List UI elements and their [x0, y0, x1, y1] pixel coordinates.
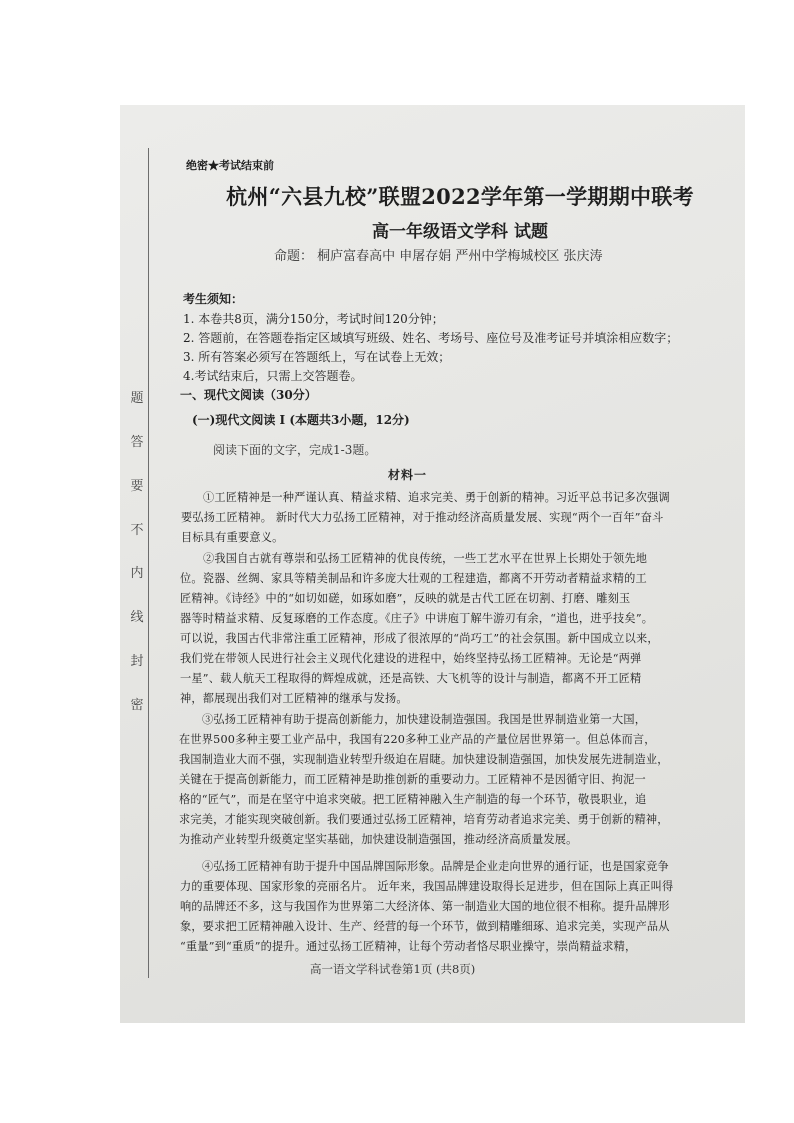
margin-char: 不	[130, 522, 144, 538]
section-heading: 一、现代文阅读（30分）	[180, 388, 317, 402]
margin-char: 封	[130, 654, 144, 670]
notice-heading: 考生须知：	[183, 292, 244, 306]
exam-subtitle: 高一年级语文学科 试题	[372, 222, 548, 242]
passage-line: ①工匠精神是一种严谨认真、精益求精、追求完美、勇于创新的精神。习近平总书记多次强调	[203, 491, 670, 504]
passage-line: 格的“匠气”，而是在坚守中追求突破。把工匠精神融入生产制造的每一个环节，敬畏职业，追	[179, 793, 647, 806]
passage-line: 我们党在带领人民进行社会主义现代化建设的进程中，始终坚持弘扬工匠精神。无论是“两弹	[180, 652, 642, 665]
passage-line: 要弘扬工匠精神。 新时代大力弘扬工匠精神，对于推动经济高质量发展、实现“两个一百年”奋斗	[181, 511, 664, 524]
passage-line: 可以说，我国古代非常注重工匠精神，形成了很浓厚的“尚巧工”的社会氛围。新中国成立以来，	[180, 632, 659, 645]
passage-line: ②我国自古就有尊崇和弘扬工匠精神的优良传统，一些工艺水平在世界上长期处于领先地	[203, 552, 648, 565]
passage-line: 器等时精益求精、反复琢磨的工作态度。《庄子》中讲庖丁解牛游刃有余，“道也，进乎技矣”。	[180, 612, 654, 625]
passage-line: “重量”到“重质”的提升。通过弘扬工匠精神，让每个劳动者恪尽职业操守，崇尚精益求精，	[180, 940, 637, 953]
notice-item: 3. 所有答案必须写在答题纸上，写在试卷上无效；	[183, 350, 451, 364]
notice-item: 2. 答题前，在答题卷指定区域填写班级、姓名、考场号、座位号及准考证号并填涂相应数字；	[183, 331, 679, 345]
margin-char: 答	[130, 434, 144, 450]
passage-line: 一星”、载人航天工程取得的辉煌成就，还是高铁、大飞机等的设计与制造，都离不开工匠精	[180, 672, 642, 685]
page-footer: 高一语文学科试卷第1页 (共8页)	[310, 962, 476, 976]
margin-char: 线	[130, 610, 144, 626]
passage-line: 我国制造业大而不强，实现制造业转型升级迫在眉睫。加快建设制造强国，加快发展先进制造业，	[179, 753, 669, 766]
material-title: 材料一	[388, 468, 428, 482]
exam-authors: 命题： 桐庐富春高中 申屠存娟 严州中学梅城校区 张庆涛	[274, 249, 603, 264]
notice-item: 4.考试结束后，只需上交答题卷。	[183, 369, 363, 383]
passage-line: 神，都展现出我们对工匠精神的继承与发扬。	[180, 692, 408, 705]
notice-item: 1. 本卷共8页，满分150分，考试时间120分钟；	[183, 312, 444, 326]
passage-line: 为推动产业转型升级奠定坚实基础，加快建设制造强国，推动经济高质量发展。	[179, 833, 578, 846]
passage-line: ④弘扬工匠精神有助于提升中国品牌国际形象。品牌是企业走向世界的通行证，也是国家竞争	[202, 860, 669, 873]
margin-char: 要	[130, 478, 144, 494]
passage-line: ③弘扬工匠精神有助于提高创新能力，加快建设制造强国。我国是世界制造业第一大国，	[202, 713, 647, 726]
margin-char: 内	[130, 566, 144, 582]
passage-line: 关键在于提高创新能力，而工匠精神是助推创新的重要动力。工匠精神不是因循守旧、拘泥一	[179, 773, 646, 786]
passage-line: 在世界500多种主要工业产品中，我国有220多种工业产品的产量位居世界第一。但总体而言，	[179, 733, 656, 746]
reading-instruction: 阅读下面的文字，完成1-3题。	[213, 443, 377, 457]
passage-line: 求完美，才能实现突破创新。我们要通过弘扬工匠精神，培育劳动者追求完美、勇于创新的精神，	[179, 813, 669, 826]
margin-char: 密	[130, 697, 144, 713]
passage-line: 目标具有重要意义。	[181, 531, 284, 544]
binding-margin-line	[148, 148, 149, 978]
exam-title: 杭州“六县九校”联盟2022学年第一学期期中联考	[226, 184, 694, 209]
secret-label: 绝密★考试结束前	[186, 159, 274, 172]
passage-line: 象，要求把工匠精神融入设计、生产、经营的每一个环节，做到精雕细琢、追求完美，实现产品从	[180, 920, 670, 933]
passage-line: 力的重要体现、国家形象的亮丽名片。 近年来，我国品牌建设取得长足进步，但在国际上真正叫得	[180, 880, 674, 893]
subsection-heading: (一)现代文阅读 I (本题共3小题，12分)	[192, 413, 410, 427]
passage-line: 位。瓷器、丝绸、家具等精美制品和许多庞大壮观的工程建造，都离不开劳动者精益求精的工	[180, 572, 647, 585]
margin-char: 题	[130, 391, 144, 406]
passage-line: 响的品牌还不多，这与我国作为世界第二大经济体、第一制造业大国的地位很不相称。提升品牌形	[180, 900, 670, 913]
passage-line: 匠精神。《诗经》中的“如切如磋，如琢如磨”，反映的就是古代工匠在切割、打磨、雕刻玉	[180, 592, 631, 605]
binding-margin-notice	[128, 392, 146, 712]
